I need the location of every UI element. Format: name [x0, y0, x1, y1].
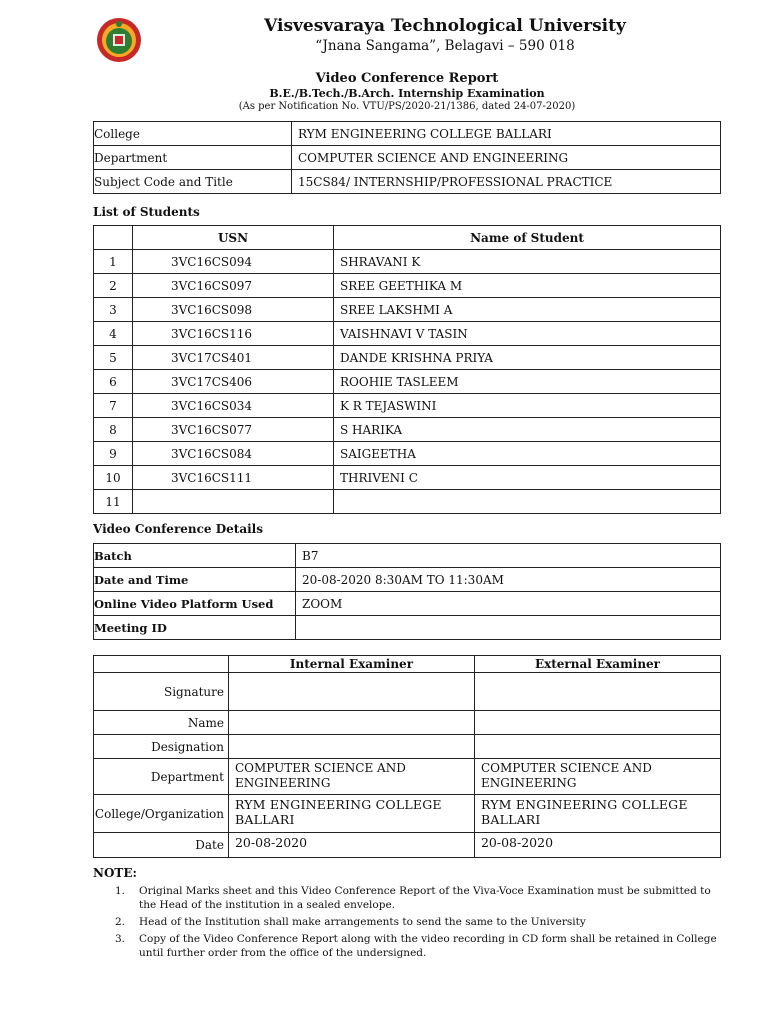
- col-header-usn: USN: [133, 226, 334, 250]
- col-header-name: Name of Student: [334, 226, 721, 250]
- student-usn: 3VC17CS401: [133, 346, 334, 370]
- student-name: DANDE KRISHNA PRIYA: [334, 346, 721, 370]
- vc-value: 20-08-2020 8:30AM TO 11:30AM: [296, 568, 721, 592]
- college-info-table: [93, 121, 721, 194]
- student-row: [94, 274, 721, 298]
- student-row: [94, 322, 721, 346]
- student-name: K R TEJASWINI: [334, 394, 721, 418]
- col-header-blank: [94, 656, 229, 673]
- internal-date: 20-08-2020: [228, 833, 474, 858]
- info-row: [94, 122, 721, 146]
- info-label: College: [94, 122, 292, 146]
- student-row: [94, 442, 721, 466]
- university-title: Visvesvaraya Technological University: [264, 16, 626, 36]
- vc-section-label: Video Conference Details: [93, 522, 263, 536]
- vc-row: [94, 616, 721, 640]
- examiners-header-row: [94, 656, 721, 673]
- info-value: 15CS84/ INTERNSHIP/PROFESSIONAL PRACTICE: [292, 170, 721, 194]
- student-usn: [133, 490, 334, 514]
- student-num: 8: [94, 418, 133, 442]
- student-usn: 3VC16CS098: [133, 298, 334, 322]
- vc-value: ZOOM: [296, 592, 721, 616]
- student-name: VAISHNAVI V TASIN: [334, 322, 721, 346]
- external-department: COMPUTER SCIENCE AND ENGINEERING: [474, 759, 720, 795]
- examiner-row-label: College/Organization: [94, 795, 229, 833]
- note-text: Original Marks sheet and this Video Conference Report of the Viva-Voce Examination must be submitted to the Head of the institution in a sealed envelope.: [139, 885, 711, 911]
- note-item: [93, 884, 725, 912]
- student-row: [94, 490, 721, 514]
- students-header-row: [94, 226, 721, 250]
- notification-reference: (As per Notification No. VTU/PS/2020-21/1386, dated 24-07-2020): [238, 101, 576, 112]
- info-label: Subject Code and Title: [94, 170, 292, 194]
- students-table: [93, 225, 721, 514]
- student-usn: 3VC16CS116: [133, 322, 334, 346]
- exam-subtitle: B.E./B.Tech./B.Arch. Internship Examination: [269, 87, 545, 100]
- student-num: 1: [94, 250, 133, 274]
- student-name: SHRAVANI K: [334, 250, 721, 274]
- student-name: ROOHIE TASLEEM: [334, 370, 721, 394]
- student-usn: 3VC16CS111: [133, 466, 334, 490]
- examiner-row-label: Designation: [94, 735, 229, 759]
- examiner-row-label: Department: [94, 759, 229, 795]
- vc-value: B7: [296, 544, 721, 568]
- student-name: SAIGEETHA: [334, 442, 721, 466]
- student-num: 3: [94, 298, 133, 322]
- vc-row: [94, 592, 721, 616]
- vc-label: Batch: [94, 544, 296, 568]
- col-header-external: External Examiner: [474, 656, 720, 673]
- external-name: [474, 711, 720, 735]
- student-num: 2: [94, 274, 133, 298]
- examiner-row-date: [94, 833, 721, 858]
- student-num: 6: [94, 370, 133, 394]
- info-row: [94, 146, 721, 170]
- student-row: [94, 250, 721, 274]
- info-row: [94, 170, 721, 194]
- internal-name: [228, 711, 474, 735]
- internal-college: RYM ENGINEERING COLLEGE BALLARI: [228, 795, 474, 833]
- external-date: 20-08-2020: [474, 833, 720, 858]
- student-num: 11: [94, 490, 133, 514]
- examiner-row-designation: [94, 735, 721, 759]
- vc-label: Date and Time: [94, 568, 296, 592]
- student-name: S HARIKA: [334, 418, 721, 442]
- examiners-table: [93, 655, 721, 858]
- student-usn: 3VC16CS034: [133, 394, 334, 418]
- vc-details-table: [93, 543, 721, 640]
- internal-designation: [228, 735, 474, 759]
- note-text: Head of the Institution shall make arrangements to send the same to the University: [139, 916, 586, 928]
- examiner-row-department: [94, 759, 721, 795]
- student-usn: 3VC17CS406: [133, 370, 334, 394]
- col-header-num: [94, 226, 133, 250]
- student-usn: 3VC16CS077: [133, 418, 334, 442]
- vc-row: [94, 544, 721, 568]
- student-usn: 3VC16CS097: [133, 274, 334, 298]
- student-row: [94, 394, 721, 418]
- student-usn: 3VC16CS084: [133, 442, 334, 466]
- examiner-row-label: Date: [94, 833, 229, 858]
- examiner-row-label: Name: [94, 711, 229, 735]
- external-signature: [474, 673, 720, 711]
- student-num: 5: [94, 346, 133, 370]
- note-number: 2.: [115, 916, 126, 928]
- info-value: RYM ENGINEERING COLLEGE BALLARI: [292, 122, 721, 146]
- external-designation: [474, 735, 720, 759]
- note-item: [93, 915, 725, 929]
- note-number: 1.: [115, 885, 126, 897]
- student-row: [94, 466, 721, 490]
- examiner-row-college: [94, 795, 721, 833]
- student-name: THRIVENI C: [334, 466, 721, 490]
- university-logo: [96, 17, 142, 63]
- vc-label: Online Video Platform Used: [94, 592, 296, 616]
- info-value: COMPUTER SCIENCE AND ENGINEERING: [292, 146, 721, 170]
- note-item: [93, 932, 725, 960]
- internal-department: COMPUTER SCIENCE AND ENGINEERING: [228, 759, 474, 795]
- student-row: [94, 298, 721, 322]
- student-usn: 3VC16CS094: [133, 250, 334, 274]
- examiner-row-signature: [94, 673, 721, 711]
- report-title: Video Conference Report: [315, 71, 499, 86]
- col-header-internal: Internal Examiner: [228, 656, 474, 673]
- vc-label: Meeting ID: [94, 616, 296, 640]
- internal-signature: [228, 673, 474, 711]
- notes-list: [93, 884, 725, 963]
- student-name: [334, 490, 721, 514]
- student-num: 10: [94, 466, 133, 490]
- students-section-label: List of Students: [93, 205, 200, 219]
- info-label: Department: [94, 146, 292, 170]
- vc-row: [94, 568, 721, 592]
- note-text: Copy of the Video Conference Report along with the video recording in CD form shall be retained in College until further order from the office of the undersigned.: [139, 933, 717, 959]
- external-college: RYM ENGINEERING COLLEGE BALLARI: [474, 795, 720, 833]
- note-title: NOTE:: [93, 866, 137, 880]
- student-row: [94, 418, 721, 442]
- vc-value: [296, 616, 721, 640]
- examiner-row-label: Signature: [94, 673, 229, 711]
- examiner-row-name: [94, 711, 721, 735]
- university-tagline: “Jnana Sangama”, Belagavi – 590 018: [315, 38, 575, 54]
- note-number: 3.: [115, 933, 126, 945]
- student-name: SREE LAKSHMI A: [334, 298, 721, 322]
- student-num: 7: [94, 394, 133, 418]
- student-name: SREE GEETHIKA M: [334, 274, 721, 298]
- student-row: [94, 346, 721, 370]
- student-row: [94, 370, 721, 394]
- student-num: 4: [94, 322, 133, 346]
- student-num: 9: [94, 442, 133, 466]
